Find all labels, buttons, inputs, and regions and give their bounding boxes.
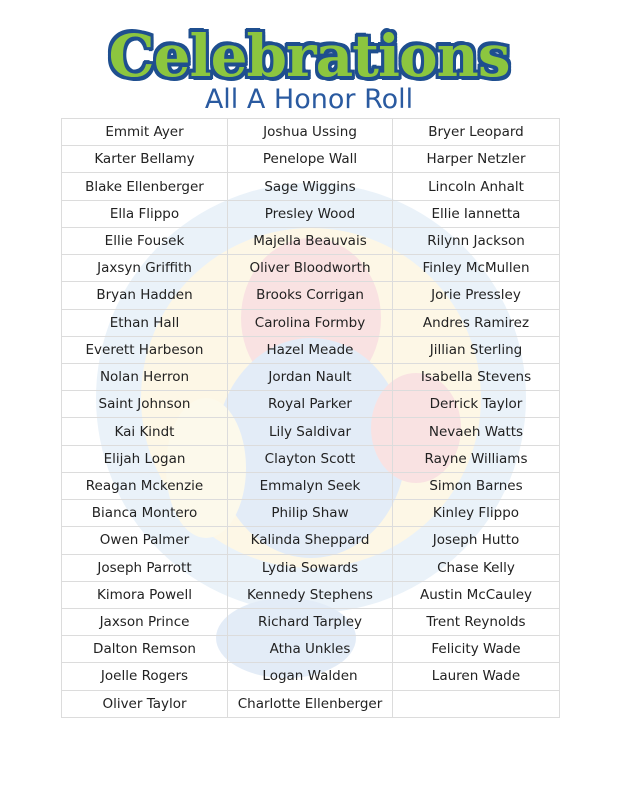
student-name-cell: Logan Walden	[228, 663, 393, 690]
table-row	[62, 608, 560, 635]
student-name-cell: Bianca Montero	[62, 500, 228, 527]
table-row	[62, 282, 560, 309]
student-name-cell: Jorie Pressley	[393, 282, 560, 309]
student-name-cell: Joelle Rogers	[62, 663, 228, 690]
table-row	[62, 636, 560, 663]
student-name-cell: Carolina Formby	[228, 309, 393, 336]
table-row	[62, 472, 560, 499]
table-row	[62, 663, 560, 690]
student-name-cell: Philip Shaw	[228, 500, 393, 527]
student-name-cell: Trent Reynolds	[393, 608, 560, 635]
student-name-cell: Majella Beauvais	[228, 227, 393, 254]
student-name-cell: Blake Ellenberger	[62, 173, 228, 200]
student-name-cell: Nevaeh Watts	[393, 418, 560, 445]
student-name-cell: Atha Unkles	[228, 636, 393, 663]
table-row	[62, 119, 560, 146]
student-name-cell: Oliver Taylor	[62, 690, 228, 717]
table-row	[62, 227, 560, 254]
student-name-cell: Joseph Parrott	[62, 554, 228, 581]
student-name-cell: Jordan Nault	[228, 363, 393, 390]
student-name-cell: Lily Saldivar	[228, 418, 393, 445]
table-row	[62, 309, 560, 336]
student-name-cell: Reagan Mckenzie	[62, 472, 228, 499]
student-name-cell: Jaxson Prince	[62, 608, 228, 635]
student-name-cell: Lauren Wade	[393, 663, 560, 690]
student-name-cell: Joshua Ussing	[228, 119, 393, 146]
student-name-cell: Ethan Hall	[62, 309, 228, 336]
table-row	[62, 255, 560, 282]
student-name-cell: Emmalyn Seek	[228, 472, 393, 499]
student-name-cell: Kennedy Stephens	[228, 581, 393, 608]
student-name-cell: Nolan Herron	[62, 363, 228, 390]
student-name-cell: Karter Bellamy	[62, 146, 228, 173]
student-name-cell: Dalton Remson	[62, 636, 228, 663]
student-name-cell: Clayton Scott	[228, 445, 393, 472]
student-name-cell: Owen Palmer	[62, 527, 228, 554]
table-row	[62, 527, 560, 554]
table-row	[62, 445, 560, 472]
student-name-cell: Felicity Wade	[393, 636, 560, 663]
student-name-cell: Lydia Sowards	[228, 554, 393, 581]
student-name-cell: Andres Ramirez	[393, 309, 560, 336]
student-name-cell: Kinley Flippo	[393, 500, 560, 527]
student-name-cell: Kai Kindt	[62, 418, 228, 445]
table-row	[62, 200, 560, 227]
student-name-cell: Kalinda Sheppard	[228, 527, 393, 554]
honor-roll-body	[62, 119, 560, 718]
student-name-cell: Saint Johnson	[62, 391, 228, 418]
table-row	[62, 146, 560, 173]
student-name-cell: Sage Wiggins	[228, 173, 393, 200]
student-name-cell: Richard Tarpley	[228, 608, 393, 635]
student-name-cell: Ellie Fousek	[62, 227, 228, 254]
student-name-cell: Brooks Corrigan	[228, 282, 393, 309]
student-name-cell: Emmit Ayer	[62, 119, 228, 146]
student-name-cell: Elijah Logan	[62, 445, 228, 472]
student-name-cell: Jillian Sterling	[393, 336, 560, 363]
student-name-cell: Ellie Iannetta	[393, 200, 560, 227]
student-name-cell: Austin McCauley	[393, 581, 560, 608]
student-name-cell: Harper Netzler	[393, 146, 560, 173]
student-name-cell: Jaxsyn Griffith	[62, 255, 228, 282]
student-name-cell: Charlotte Ellenberger	[228, 690, 393, 717]
student-name-cell: Ella Flippo	[62, 200, 228, 227]
student-name-cell: Kimora Powell	[62, 581, 228, 608]
student-name-cell: Rayne Williams	[393, 445, 560, 472]
table-row	[62, 173, 560, 200]
table-row	[62, 391, 560, 418]
table-row	[62, 581, 560, 608]
table-row	[62, 554, 560, 581]
student-name-cell	[393, 690, 560, 717]
student-name-cell: Presley Wood	[228, 200, 393, 227]
student-name-cell: Hazel Meade	[228, 336, 393, 363]
table-row	[62, 690, 560, 717]
student-name-cell: Rilynn Jackson	[393, 227, 560, 254]
student-name-cell: Chase Kelly	[393, 554, 560, 581]
page-title: Celebrations	[108, 22, 510, 90]
honor-roll-table	[61, 118, 560, 718]
student-name-cell: Bryan Hadden	[62, 282, 228, 309]
table-row	[62, 418, 560, 445]
student-name-cell: Lincoln Anhalt	[393, 173, 560, 200]
table-row	[62, 363, 560, 390]
student-name-cell: Simon Barnes	[393, 472, 560, 499]
student-name-cell: Bryer Leopard	[393, 119, 560, 146]
table-row	[62, 500, 560, 527]
student-name-cell: Everett Harbeson	[62, 336, 228, 363]
table-row	[62, 336, 560, 363]
student-name-cell: Derrick Taylor	[393, 391, 560, 418]
student-name-cell: Royal Parker	[228, 391, 393, 418]
student-name-cell: Joseph Hutto	[393, 527, 560, 554]
student-name-cell: Finley McMullen	[393, 255, 560, 282]
student-name-cell: Isabella Stevens	[393, 363, 560, 390]
student-name-cell: Penelope Wall	[228, 146, 393, 173]
page-subtitle: All A Honor Roll	[204, 84, 414, 115]
student-name-cell: Oliver Bloodworth	[228, 255, 393, 282]
